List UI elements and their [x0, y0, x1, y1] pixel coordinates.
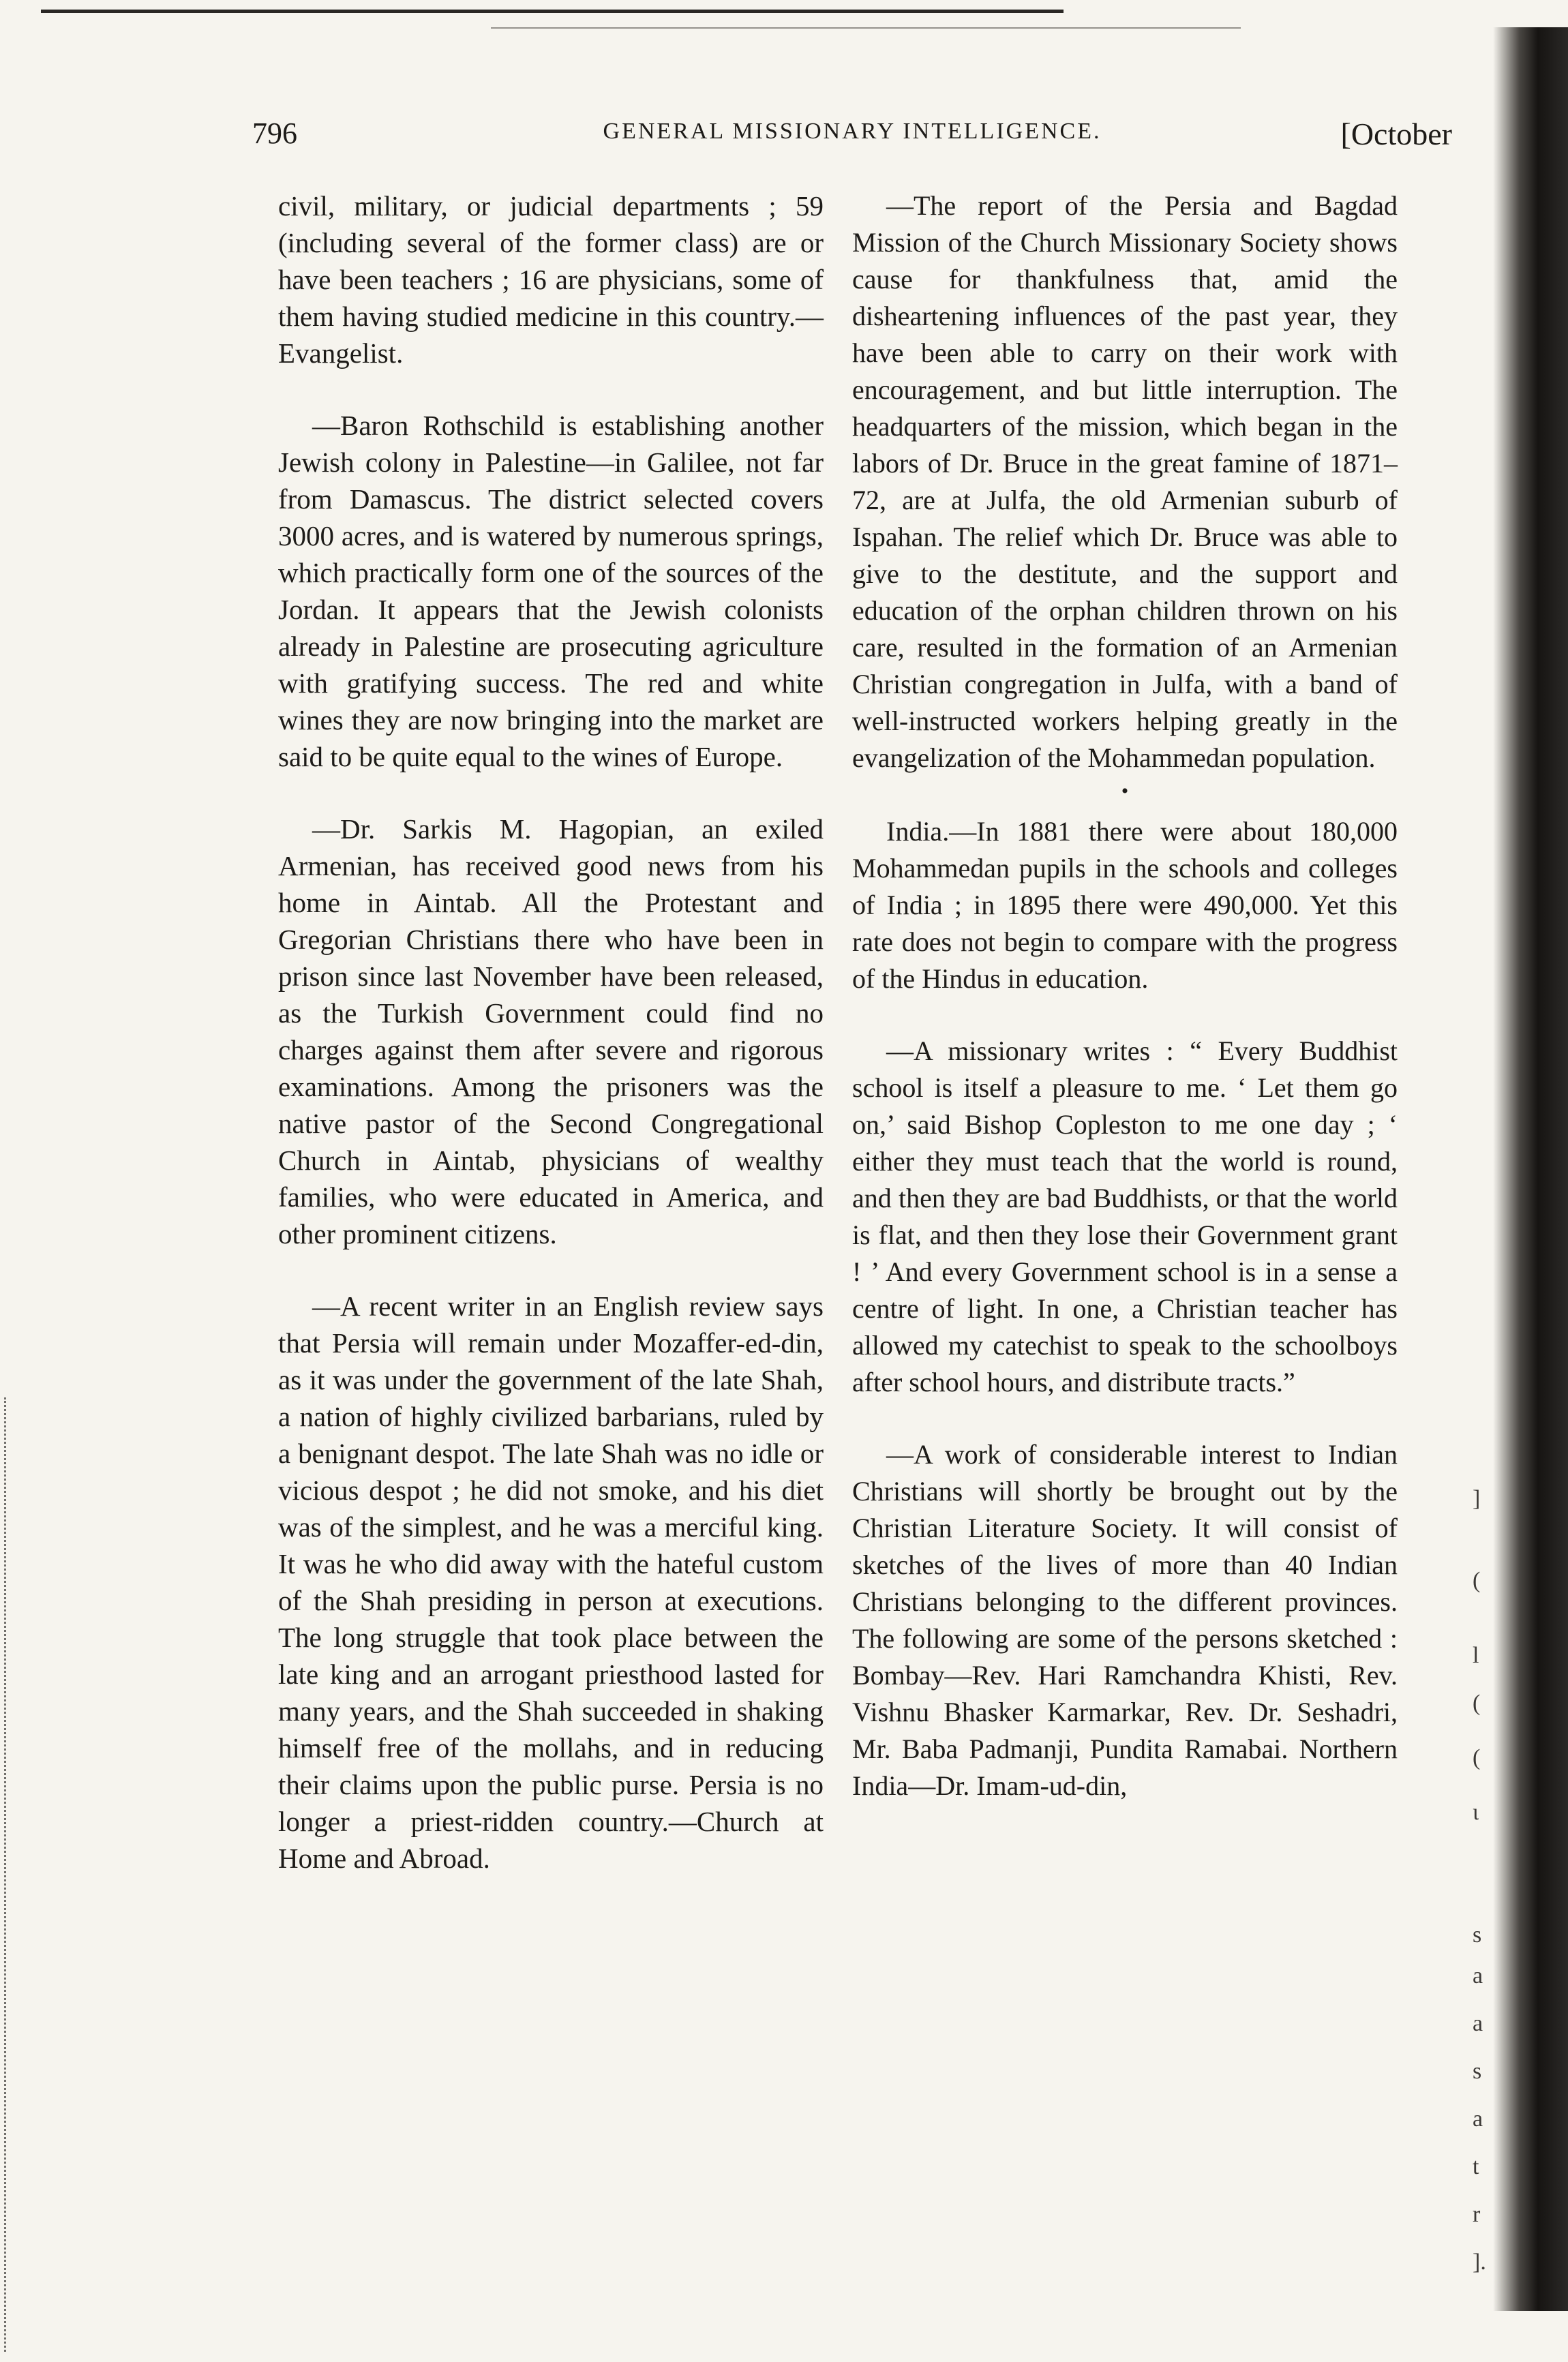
- paragraph-persia-bagdad-mission: —The report of the Persia and Bagdad Mission of the Church Missionary Society shows cause for thankfulness that, amid the disheartening influences of the past year, they have been able to carry on their work with encouragement, and but little interruption. The headquarters of the mission, which began in the labors of Dr. Bruce in the great famine of 1871–72, are at Julfa, the old Armenian suburb of Ispahan. The relief which Dr. Bruce was able to give to the destitute, and the support and education of the orphan children thrown on his care, resulted in the formation of an Armenian Christian congregation in Julfa, with a band of well-instructed workers helping greatly in the evangelization of the Mohammedan population.: [852, 190, 1398, 773]
- margin-letter: s: [1473, 1922, 1482, 1948]
- margin-letter: (: [1473, 1691, 1481, 1716]
- top-secondary-rule: [491, 27, 1241, 29]
- running-title: GENERAL MISSIONARY INTELLIGENCE.: [603, 119, 1102, 144]
- left-column: [278, 187, 824, 1912]
- section-separator: •: [1121, 780, 1129, 802]
- book-binding-shadow: [1493, 27, 1568, 2311]
- page-header: [252, 116, 1452, 164]
- margin-letter: a: [1473, 2106, 1483, 2132]
- margin-letter: (: [1473, 1568, 1481, 1593]
- margin-letter: a: [1473, 1963, 1483, 1988]
- margin-letter: (: [1473, 1745, 1481, 1770]
- page-number: 796: [252, 117, 297, 150]
- margin-letter: a: [1473, 2011, 1483, 2036]
- margin-letter: s: [1473, 2059, 1482, 2084]
- paragraph-rothschild: —Baron Rothschild is establishing another Jewish colony in Palestine—in Galilee, not far from Damascus. The district selected covers 3000 acres, and is watered by numerous springs, which practically form one of the sources of the Jordan. It appears that the Jewish colonists already in Palestine are prosecuting agriculture with gratifying success. The red and white wines they are now bringing into the market are said to be quite equal to the wines of Europe.: [278, 410, 824, 772]
- left-edge-marks: [4, 1397, 13, 2352]
- margin-letter: ι: [1473, 1800, 1479, 1825]
- margin-letter: ]: [1473, 1486, 1481, 1511]
- margin-letter: t: [1473, 2154, 1479, 2179]
- running-month: [October: [1340, 117, 1452, 151]
- paragraph-buddhist-school: —A missionary writes : “ Every Buddhist school is itself a pleasure to me. ‘ Let them go on,’ said Bishop Copleston to me one day ; ‘ either they must teach that the world is round, and then they are bad Buddhists, or that the world is flat, and then they lose their Government grant ! ’ And every Government school is in a sense a centre of light. In one, a Christian teacher has allowed my catechist to speak to the schoolboys after school hours, and distribute tracts.”: [852, 1035, 1398, 1397]
- paragraph-christian-literature: —A work of considerable interest to Indian Christians will shortly be brought out by the Christian Literature Society. It will consist of sketches of the lives of more than 40 Indian Christians belonging to the different provinces. The following are some of the persons sketched : Bombay—Rev. Hari Ramchandra Khisti, Rev. Vishnu Bhasker Karmarkar, Rev. Dr. Seshadri, Mr. Baba Padmanji, Pundita Ramabai. Northern India—Dr. Imam-ud-din,: [852, 1439, 1398, 1801]
- paragraph-india: India.—In 1881 there were about 180,000 Mohammedan pupils in the schools and colleges of India ; in 1895 there were 490,000. Yet this rate does not begin to compare with the progress of the Hindus in education.: [852, 816, 1398, 994]
- margin-letter: ].: [1473, 2250, 1486, 2275]
- paragraph-evangelist: civil, military, or judicial departments ; 59 (including several of the former class) are or have been teachers ; 16 are physicians, some of them having studied medicine in this country.—Evangelist.: [278, 190, 824, 369]
- paragraph-hagopian: —Dr. Sarkis M. Hagopian, an exiled Armenian, has received good news from his home in Aintab. All the Protestant and Gregorian Christians there who have been in prison since last November have been released, as the Turkish Government could find no charges against them after severe and rigorous examinations. Among the prisoners was the native pastor of the Second Congregational Church in Aintab, physicians of wealthy families, who were educated in America, and other prominent citizens.: [278, 813, 824, 1250]
- right-column: [852, 187, 1398, 1840]
- top-border-rule: [41, 10, 1064, 13]
- paragraph-persia: —A recent writer in an English review says that Persia will remain under Mozaffer-ed-din, as it was under the government of the late Shah, a nation of highly civilized barbarians, ruled by a benignant despot. The late Shah was no idle or vicious despot ; he did not smoke, and his diet was of the simplest, and he was a merciful king. It was he who did away with the hateful custom of the Shah presiding in person at executions. The long struggle that took place between the late king and an arrogant priesthood lasted for many years, and the Shah succeeded in shaking himself free of the mollahs, and in reducing their claims upon the public purse. Persia is no longer a priest-ridden country.—Church at Home and Abroad.: [278, 1290, 824, 1874]
- margin-letter: r: [1473, 2202, 1481, 2227]
- margin-letter: l: [1473, 1643, 1479, 1668]
